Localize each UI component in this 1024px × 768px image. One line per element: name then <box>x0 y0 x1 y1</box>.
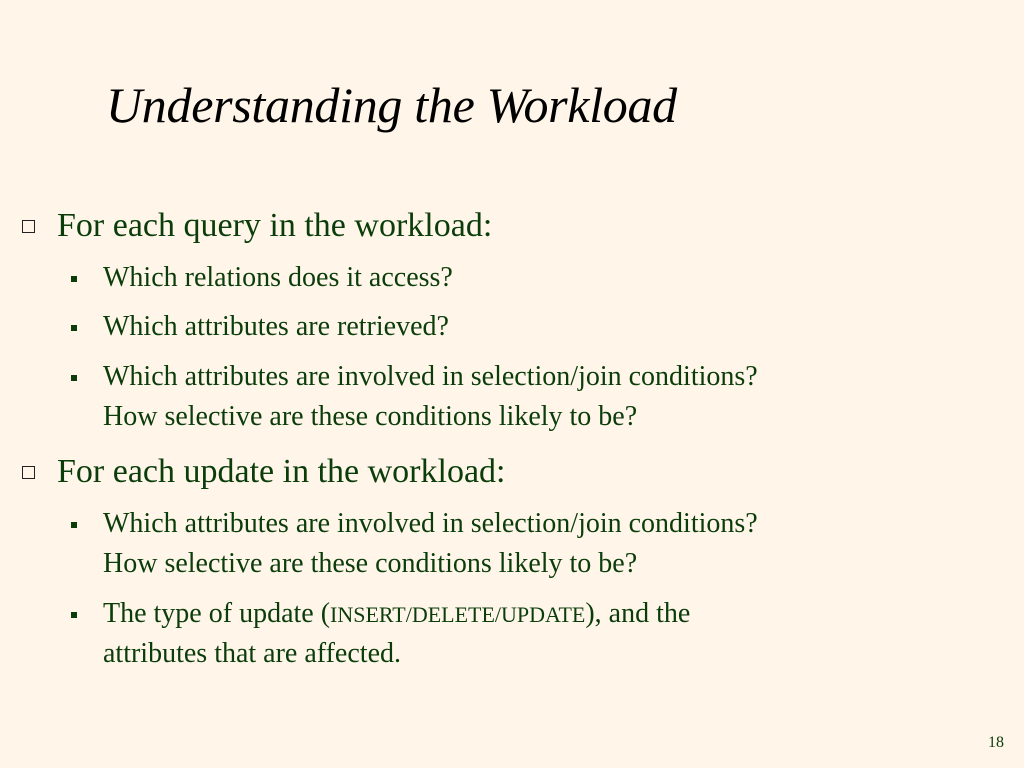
square-bullet-icon <box>71 522 77 528</box>
update-type-suffix: ), and the <box>585 598 691 629</box>
list-item: Which attributes are involved in selection/join conditions? <box>103 361 758 392</box>
slide-title: Understanding the Workload <box>106 77 677 133</box>
section-heading-updates: For each update in the workload: <box>57 453 506 490</box>
section-heading-queries: For each query in the workload: <box>57 207 493 244</box>
page-number: 18 <box>988 734 1004 751</box>
list-item: Which attributes are retrieved? <box>103 311 449 342</box>
square-bullet-icon <box>71 375 77 381</box>
square-bullet-icon <box>71 612 77 618</box>
list-item-update-type <box>103 594 690 635</box>
list-item: Which relations does it access? <box>103 262 453 293</box>
update-type-prefix: The type of update ( <box>103 598 331 629</box>
list-item-continuation: How selective are these conditions likely to be? <box>103 548 638 579</box>
list-item: Which attributes are involved in selection/join conditions? <box>103 508 758 539</box>
update-type-keywords: INSERT/DELETE/UPDATE <box>330 602 586 627</box>
hollow-square-bullet-icon <box>22 466 35 479</box>
list-item-continuation: attributes that are affected. <box>103 638 401 669</box>
list-item-continuation: How selective are these conditions likely to be? <box>103 401 638 432</box>
square-bullet-icon <box>71 276 77 282</box>
square-bullet-icon <box>71 325 77 331</box>
hollow-square-bullet-icon <box>22 220 35 233</box>
